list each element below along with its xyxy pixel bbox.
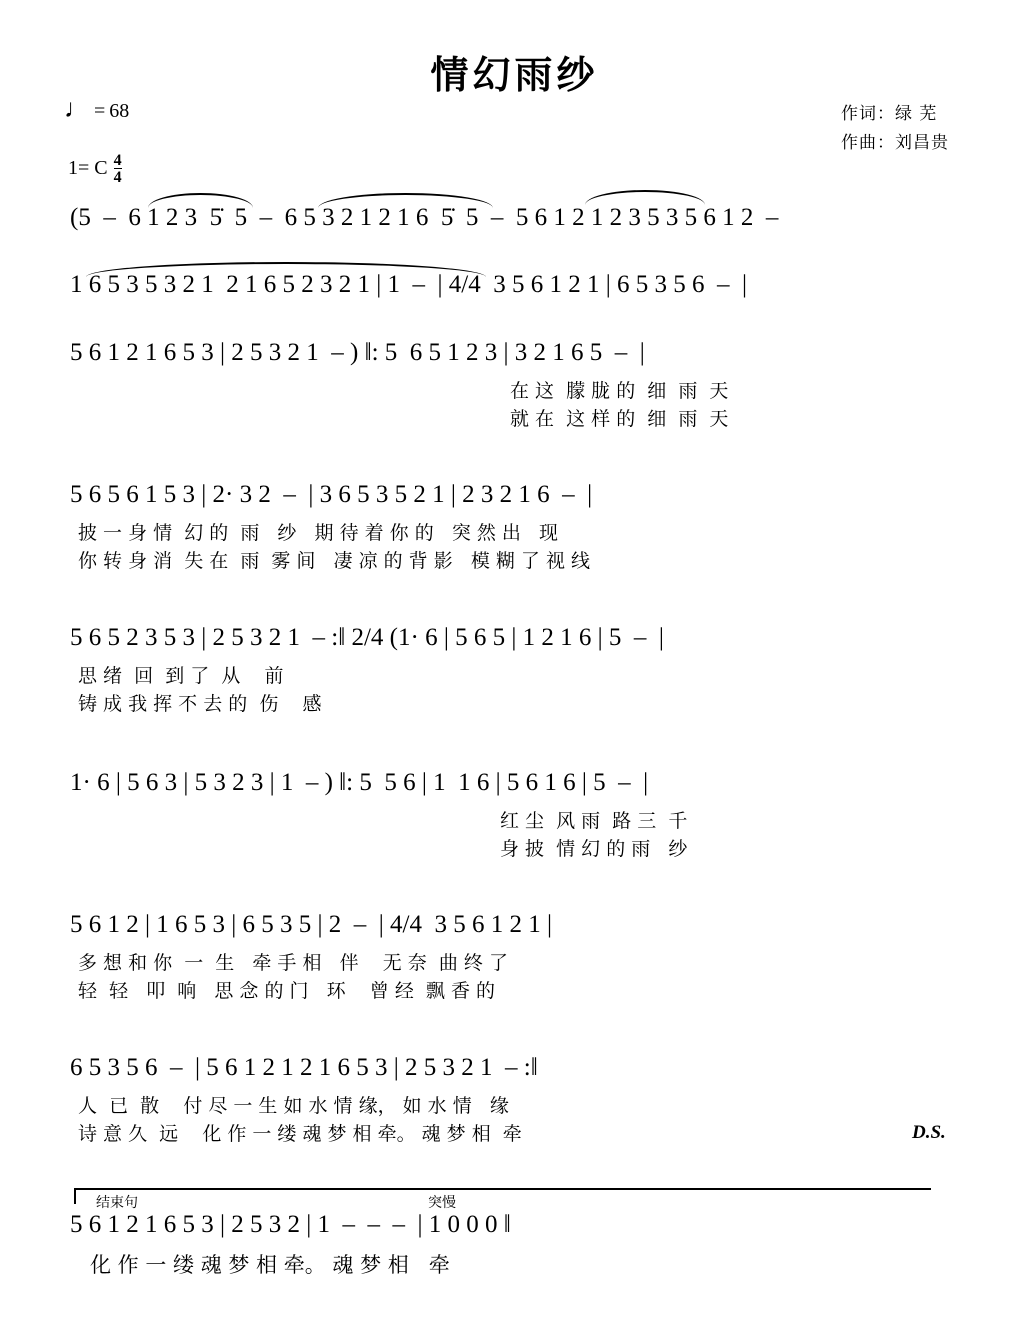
notation-line: 5 6 5 6 1 5 3 | 2· 3 2 – | 3 6 5 3 5 2 1 | 2 3 2 1 6 – | [70, 481, 593, 508]
notation-line: 5 6 1 2 | 1 6 5 3 | 6 5 3 5 | 2 – | 4/4 3 5 6 1 2 1 | [70, 911, 552, 938]
lyric-line-2: 身 披 情 幻 的 雨 纱 [500, 837, 688, 860]
quarter-note-icon: ♩ [64, 94, 90, 123]
page-title: 情幻雨纱 [430, 52, 599, 97]
music-system-1 [70, 205, 960, 243]
notation-line: 5 6 1 2 1 6 5 3 | 2 5 3 2 1 – ) ‖: 5 6 5 1 2 3 | 3 2 1 6 5 – | [70, 339, 645, 366]
lyric-line-1: 思 绪 回 到 了 从 前 [78, 665, 284, 687]
notation-line: 1 6 5 3 5 3 2 1 2 1 6 5 2 3 2 1 | 1 – | 4/4 3 5 6 1 2 1 | 6 5 3 5 6 – | [70, 271, 747, 298]
key-label: 1= C [68, 156, 108, 179]
music-system-6 [70, 770, 960, 863]
time-signature [114, 153, 122, 185]
ritard-label: 突慢 [428, 1195, 456, 1211]
notation-line: 6 5 3 5 6 – | 5 6 1 2 1 2 1 6 5 3 | 2 5 3 2 1 – :‖ [70, 1054, 538, 1081]
notation-line: 1· 6 | 5 6 3 | 5 3 2 3 | 1 – ) ‖: 5 5 6 | 1 1 6 | 5 6 1 6 | 5 – | [70, 769, 649, 796]
composer-credit: 作曲：刘昌贵 [841, 132, 949, 153]
notation-line: (5 – 6 1 2 3 5̇ 5 – 6 5 3 2 1 2 1 6 5̇ 5 – 5 6 1 2 1 2 3 5 3 5 6 1 2 – [70, 204, 779, 231]
credits [841, 100, 949, 158]
slur-mark [318, 193, 493, 208]
music-system-3 [70, 340, 960, 433]
music-system-7 [70, 912, 960, 1005]
slur-mark [86, 262, 486, 277]
ending-label: 结束句 [96, 1195, 138, 1211]
time-signature-denominator: 4 [113, 169, 122, 187]
lyric-line-1: 披 一 身 情 幻 的 雨 纱 期 待 着 你 的 突 然 出 现 [78, 522, 559, 544]
music-system-8 [70, 1055, 960, 1148]
lyricist-credit: 作词：绿 芜 [841, 104, 938, 124]
lyric-line-1: 化 作 一 缕 魂 梦 相 牵。 魂 梦 相 牵 [90, 1253, 450, 1277]
lyric-line-1: 人 已 散 付 尽 一 生 如 水 情 缘， 如 水 情 缘 [78, 1095, 509, 1117]
key-signature [68, 152, 122, 187]
music-system-4 [70, 482, 960, 575]
notation-line: 5 6 5 2 3 5 3 | 2 5 3 2 1 – :‖ 2/4 (1· 6 | 5 6 5 | 1 2 1 6 | 5 – | [70, 624, 664, 651]
ds-marking: D.S. [912, 1122, 946, 1143]
slur-mark [585, 190, 705, 205]
tempo-equals: = [94, 99, 106, 122]
lyric-line-2: 铸 成 我 挥 不 去 的 伤 感 [78, 692, 322, 715]
lyric-line-2: 轻 轻 叩 响 思 念 的 门 环 曾 经 飘 香 的 [78, 979, 495, 1002]
music-system-2 [70, 272, 960, 310]
tempo-marking [64, 94, 130, 124]
notation-line: 5 6 1 2 1 6 5 3 | 2 5 3 2 | 1 – – – | 1 0 0 0 ‖ [70, 1211, 511, 1238]
lyric-line-2: 就 在 这 样 的 细 雨 天 [510, 407, 729, 430]
lyric-line-2: 诗 意 久 远 化 作 一 缕 魂 梦 相 牵。 魂 梦 相 牵 [78, 1122, 522, 1145]
ending-bracket [74, 1188, 931, 1204]
lyric-line-1: 多 想 和 你 一 生 牵 手 相 伴 无 奈 曲 终 了 [78, 952, 508, 974]
tempo-bpm: 68 [109, 99, 130, 122]
lyric-line-2: 你 转 身 消 失 在 雨 雾 间 凄 凉 的 背 影 模 糊 了 视 线 [78, 549, 590, 572]
time-signature-numerator: 4 [113, 152, 122, 169]
lyric-line-1: 红 尘 风 雨 路 三 千 [500, 810, 688, 832]
slur-mark [148, 193, 253, 208]
music-system-5 [70, 625, 960, 718]
music-system-9 [70, 1212, 960, 1280]
lyric-line-1: 在 这 朦 胧 的 细 雨 天 [510, 380, 729, 402]
